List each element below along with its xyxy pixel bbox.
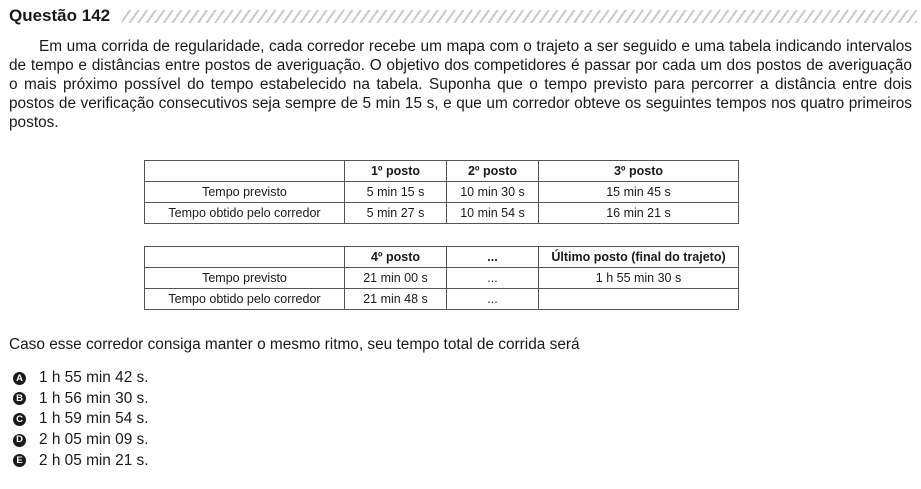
option-text: 2 h 05 min 09 s. bbox=[39, 431, 149, 449]
table-header-cell bbox=[145, 161, 345, 182]
table-cell: 10 min 30 s bbox=[447, 182, 539, 203]
option-letter-badge-icon: B bbox=[13, 392, 26, 405]
table-cell: 16 min 21 s bbox=[539, 203, 739, 224]
table-header-cell: 3º posto bbox=[539, 161, 739, 182]
table-row bbox=[145, 289, 739, 310]
answer-option-b[interactable] bbox=[13, 389, 149, 410]
option-letter-badge-icon: D bbox=[13, 434, 26, 447]
table-row-label: Tempo previsto bbox=[145, 182, 345, 203]
question-prompt: Caso esse corredor consiga manter o mesmo ritmo, seu tempo total de corrida será bbox=[9, 336, 580, 353]
answer-option-a[interactable] bbox=[13, 368, 149, 389]
table-header-row bbox=[145, 247, 739, 268]
question-header bbox=[9, 5, 917, 27]
table-row-label: Tempo obtido pelo corredor bbox=[145, 203, 345, 224]
option-letter-badge-icon: A bbox=[13, 372, 26, 385]
table-cell: 10 min 54 s bbox=[447, 203, 539, 224]
table-cell: 5 min 27 s bbox=[345, 203, 447, 224]
answer-option-d[interactable] bbox=[13, 430, 149, 451]
table-row-label: Tempo obtido pelo corredor bbox=[145, 289, 345, 310]
question-stem-text: Em uma corrida de regularidade, cada corredor recebe um mapa com o trajeto a ser seguido e uma tabela indicando intervalos de tempo e distâncias entre postos de averiguação. O objetivo dos competidores é passar por cada um dos postos de averiguação o mais próximo possível do tempo estabelecido na tabela. Suponha que o tempo previsto para percorrer a distância entre dois postos de verificação consecutivos seja sempre de 5 min 15 s, e que um corredor obteve os seguintes tempos nos quatro primeiros postos. bbox=[9, 38, 912, 131]
option-text: 2 h 05 min 21 s. bbox=[39, 451, 149, 469]
times-table-first-postos bbox=[144, 160, 739, 224]
table-header-cell: 4º posto bbox=[345, 247, 447, 268]
option-text: 1 h 59 min 54 s. bbox=[39, 410, 149, 428]
table-header-cell: ... bbox=[447, 247, 539, 268]
table-cell: ... bbox=[447, 289, 539, 310]
question-stem bbox=[9, 37, 912, 132]
table-row bbox=[145, 203, 739, 224]
table-cell: 5 min 15 s bbox=[345, 182, 447, 203]
option-letter-badge-icon: C bbox=[13, 413, 26, 426]
table-header-cell: 2º posto bbox=[447, 161, 539, 182]
table-cell: 1 h 55 min 30 s bbox=[539, 268, 739, 289]
answer-option-e[interactable] bbox=[13, 450, 149, 471]
option-text: 1 h 55 min 42 s. bbox=[39, 369, 149, 387]
answer-options bbox=[13, 368, 149, 471]
option-text: 1 h 56 min 30 s. bbox=[39, 389, 149, 407]
answer-option-c[interactable] bbox=[13, 409, 149, 430]
table-row-label: Tempo previsto bbox=[145, 268, 345, 289]
table-cell bbox=[539, 289, 739, 310]
table-cell: 21 min 00 s bbox=[345, 268, 447, 289]
question-title: Questão 142 bbox=[9, 6, 111, 25]
table-header-row bbox=[145, 161, 739, 182]
option-letter-badge-icon: E bbox=[13, 454, 26, 467]
table-header-cell: Último posto (final do trajeto) bbox=[539, 247, 739, 268]
table-header-cell bbox=[145, 247, 345, 268]
header-stripe-decoration bbox=[122, 10, 917, 23]
table-cell: ... bbox=[447, 268, 539, 289]
table-row bbox=[145, 182, 739, 203]
times-table-last-postos bbox=[144, 246, 739, 310]
table-cell: 15 min 45 s bbox=[539, 182, 739, 203]
table-header-cell: 1º posto bbox=[345, 161, 447, 182]
table-row bbox=[145, 268, 739, 289]
table-cell: 21 min 48 s bbox=[345, 289, 447, 310]
